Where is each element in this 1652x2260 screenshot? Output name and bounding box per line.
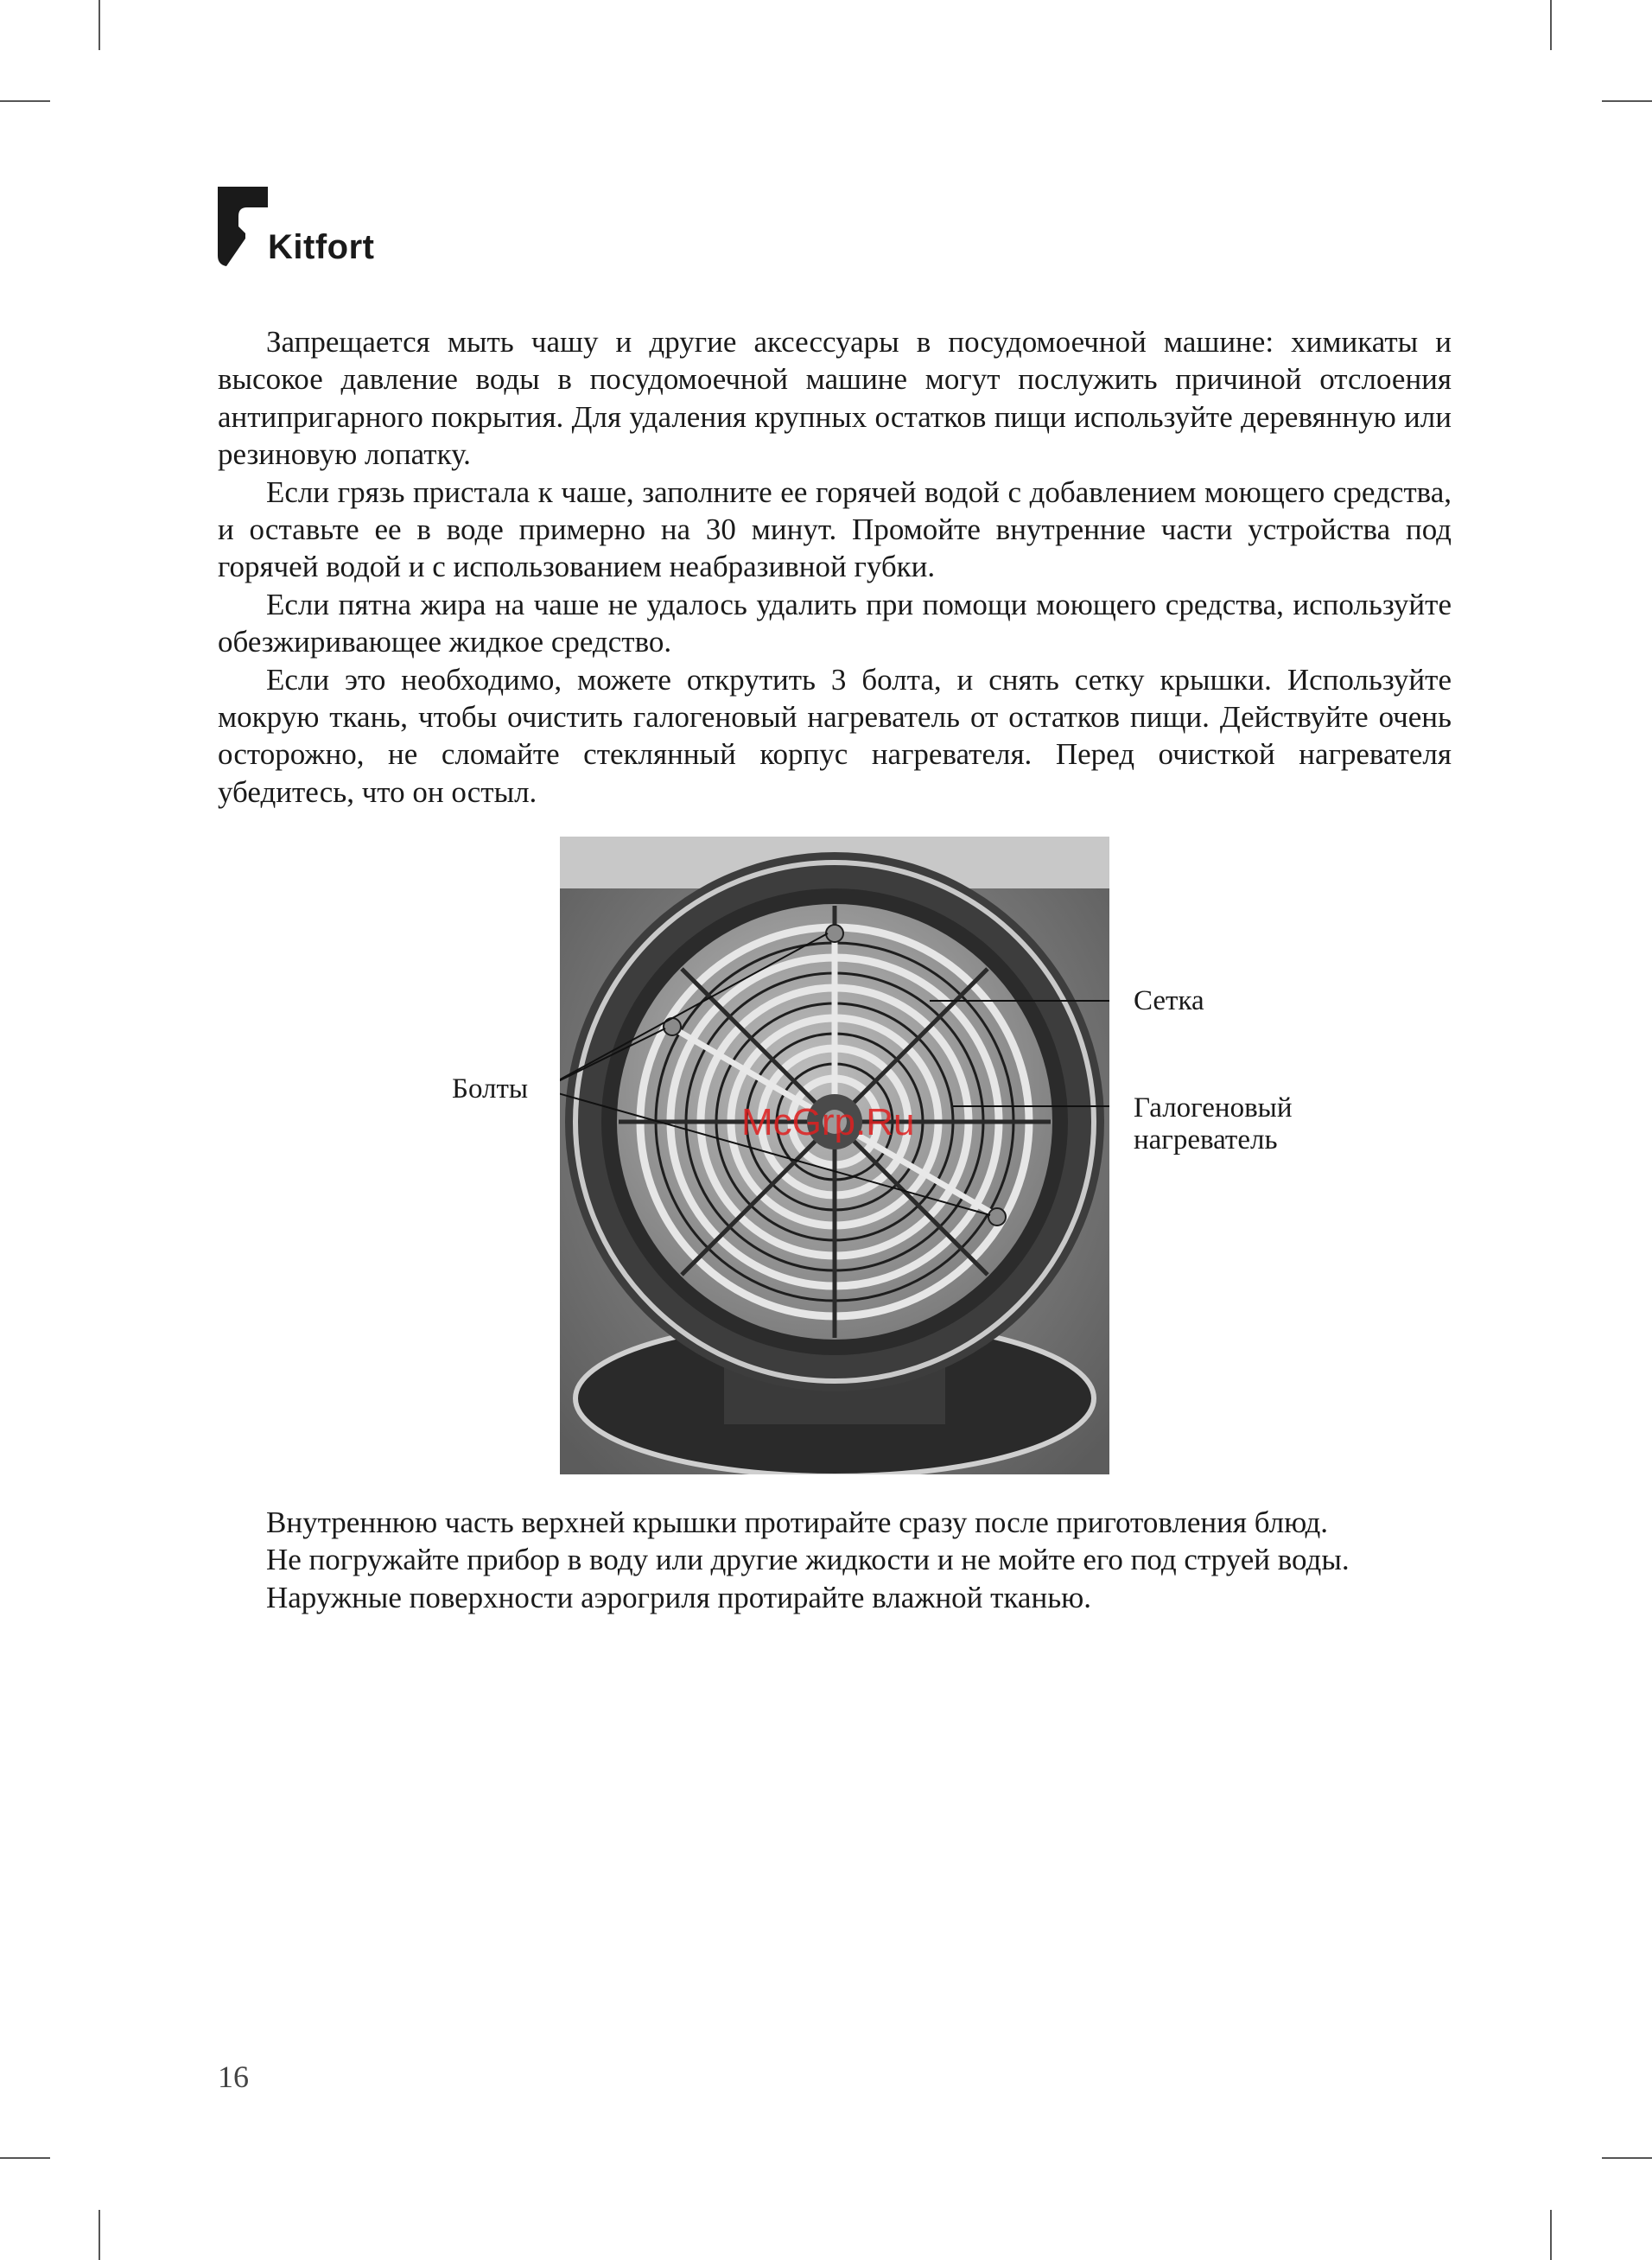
brand-logo <box>218 187 382 273</box>
label-mesh: Сетка <box>1134 985 1204 1016</box>
page-number: 16 <box>218 2059 249 2094</box>
crop-mark <box>1602 2157 1652 2159</box>
after-text <box>218 1504 1452 1616</box>
kitfort-logo-icon <box>218 187 268 268</box>
main-text <box>218 323 1452 811</box>
paragraph: Внутреннюю часть верхней крышки протирайте сразу после приготовления блюд. <box>266 1506 1329 1539</box>
paragraph: Если пятна жира на чаше не удалось удалить при помощи моющего средства, используйте обезжиривающее жидкое средство. <box>218 587 1452 659</box>
paragraph: Запрещается мыть чашу и другие аксессуары в посудомоечной машине: химикаты и высокое давление воды в посудомоечной машине могут послужить причиной отслоения антипригарного покрытия. Для удаления крупных остатков пищи используйте деревянную или резиновую лопатку. <box>218 325 1452 472</box>
crop-mark <box>0 100 50 102</box>
crop-mark <box>1550 0 1552 50</box>
crop-mark <box>98 0 100 50</box>
brand-name: Kitfort <box>268 228 375 266</box>
crop-mark <box>1550 2210 1552 2260</box>
heater-photo <box>560 837 1109 1474</box>
callout-leader-lines <box>560 837 1109 1474</box>
crop-mark <box>98 2210 100 2260</box>
paragraph: Если грязь пристала к чаше, заполните ее горячей водой с добавлением моющего средства, и оставьте ее в воде примерно на 30 минут. Промойте внутренние части устройства под горячей водой и с использованием неабразивной губки. <box>218 474 1452 584</box>
watermark: McGrp.Ru <box>741 1101 915 1143</box>
label-heater: нагреватель <box>1134 1124 1278 1155</box>
crop-mark <box>1602 100 1652 102</box>
crop-mark <box>0 2157 50 2159</box>
paragraph: Наружные поверхности аэрогриля протирайте влажной тканью. <box>266 1580 1092 1614</box>
paragraph: Не погружайте прибор в воду или другие жидкости и не мойте его под струей воды. <box>266 1543 1350 1577</box>
paragraph: Если это необходимо, можете открутить 3 болта, и снять сетку крышки. Используйте мокрую ткань, чтобы очистить галогеновый нагреватель от остатков пищи. Действуйте очень осторожно, не сломайте стеклянный корпус нагревателя. Перед очисткой нагревателя убедитесь, что он остыл. <box>218 662 1452 809</box>
label-heater: Галогеновый <box>1134 1092 1293 1124</box>
label-bolts: Болты <box>452 1073 529 1105</box>
